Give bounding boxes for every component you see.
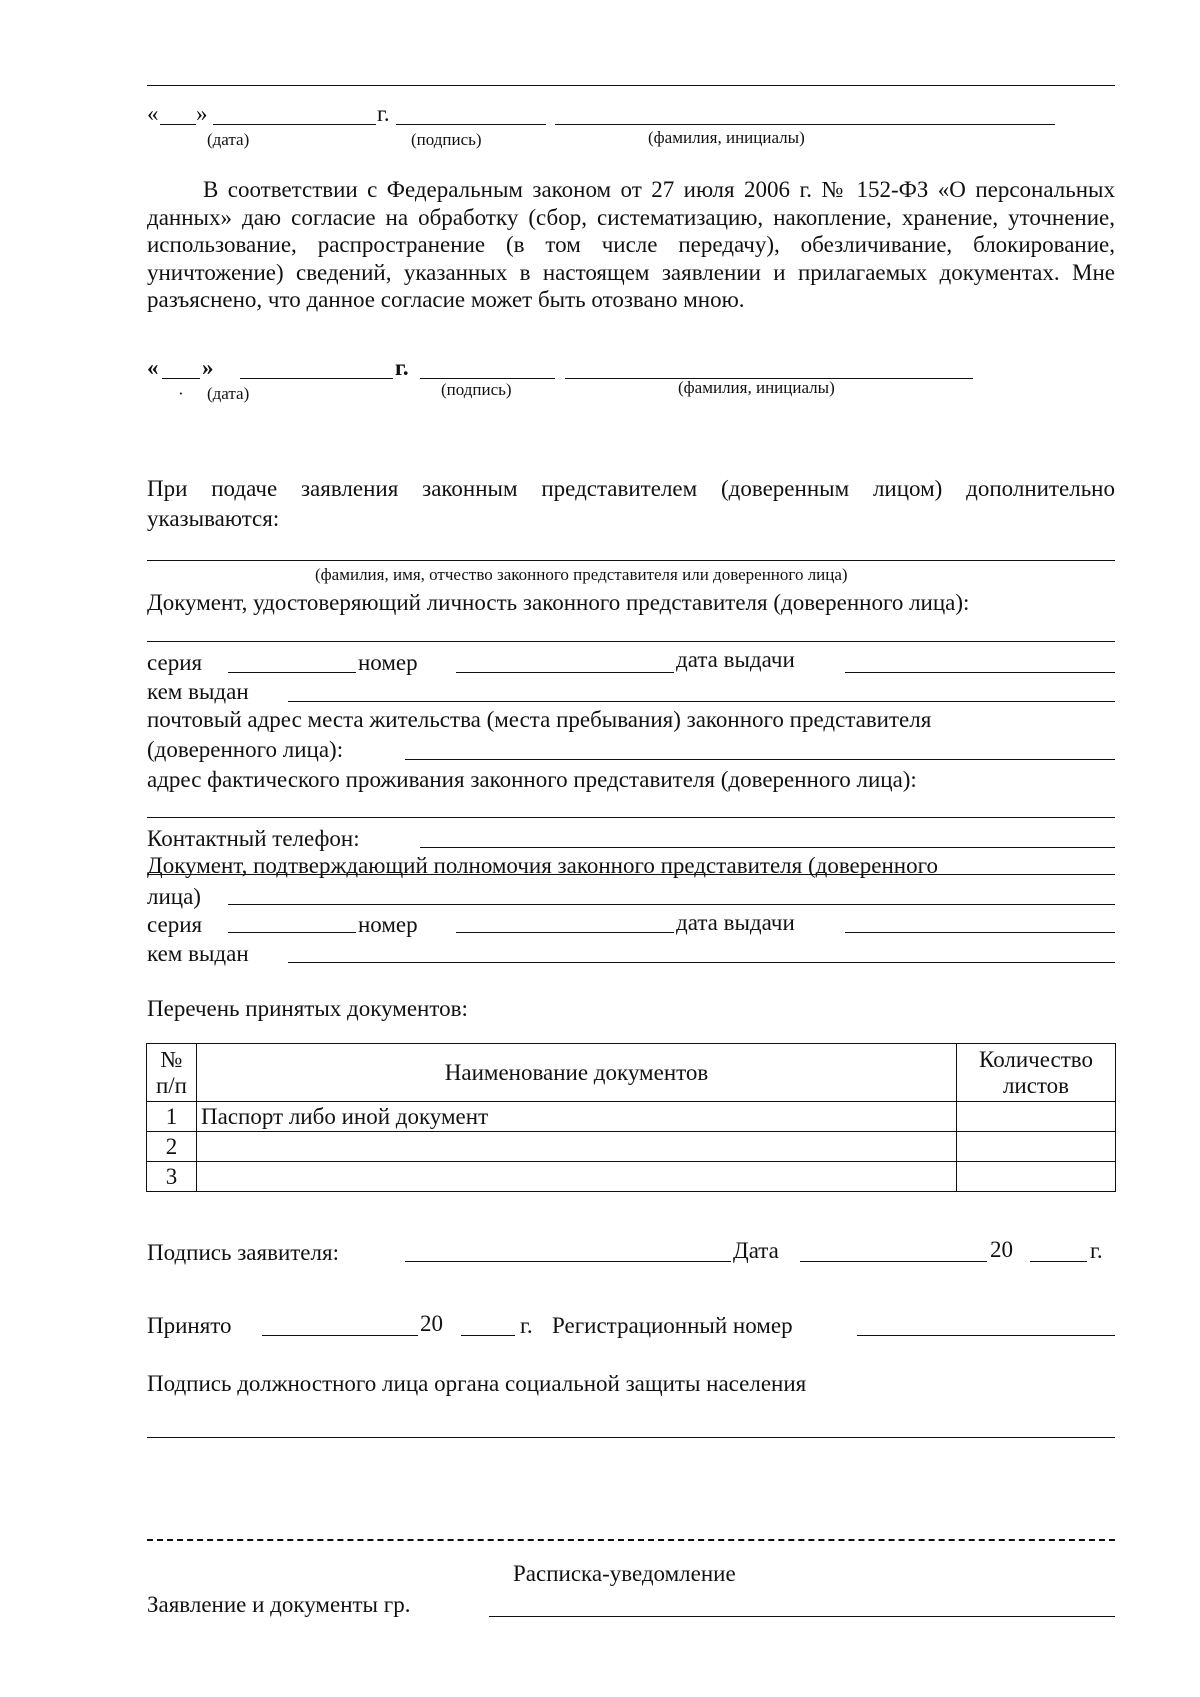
top-rule: [147, 85, 1115, 86]
issue-date-label: дата выдачи: [676, 647, 795, 672]
accepted-year-suffix: г.: [520, 1313, 533, 1338]
issue-date-field-2[interactable]: [845, 932, 1115, 933]
documents-heading: Перечень принятых документов:: [147, 996, 468, 1021]
tear-line: [147, 1539, 1115, 1541]
name-field[interactable]: [555, 124, 1055, 125]
col-count-header: [957, 1044, 1116, 1102]
phone-label: Контактный телефон:: [147, 826, 360, 851]
row-name[interactable]: [197, 1132, 957, 1162]
date-quote-open: «: [147, 101, 159, 126]
issue-date-label-2: дата выдачи: [676, 910, 795, 935]
accepted-label: Принято: [147, 1313, 232, 1338]
number-field[interactable]: [456, 672, 674, 673]
accepted-date-field[interactable]: [262, 1335, 418, 1336]
applicant-year-suffix: г.: [1090, 1238, 1103, 1263]
consent-paragraph: В соответствии с Федеральным законом от 27 июля 2006 г. № 152-ФЗ «О персональных данных» даю согласие на обработку (сбор, систематизацию, накопление, хранение, уточнение, использование, распространение (в том числе передачу), обезличивание, блокирование, уничтожение) сведений, указанных в настоящем заявлении и прилагаемых документах. Мне разъяснено, что данное согласие может быть отозвано мною.: [147, 177, 1115, 312]
col-count-line1: Количество: [979, 1046, 1093, 1072]
phone-field[interactable]: [420, 847, 1115, 848]
signature-caption: (подпись): [411, 130, 482, 149]
representative-intro: [147, 474, 1115, 534]
year-suffix-2: г.: [395, 355, 409, 380]
col-num-line1: №: [160, 1046, 183, 1072]
representative-intro-line1: При подаче заявления законным представителем (доверенным лицом) дополнительно: [147, 476, 1115, 501]
year-suffix: г.: [377, 101, 390, 126]
signature-field[interactable]: [396, 124, 546, 125]
postal-address-line2: (доверенного лица):: [147, 737, 344, 762]
table-row: [147, 1162, 1116, 1192]
number-label: номер: [358, 650, 418, 675]
official-signature-label: Подпись должностного лица органа социальной защиты населения: [147, 1371, 807, 1396]
issued-by-field-2[interactable]: [288, 962, 1115, 963]
row-num: 2: [147, 1132, 197, 1162]
actual-address-field[interactable]: [147, 817, 1115, 818]
col-num-line2: п/п: [155, 1072, 187, 1098]
reg-number-field[interactable]: [857, 1335, 1115, 1336]
issue-date-field[interactable]: [845, 672, 1115, 673]
date-caption-2: (дата): [207, 384, 250, 403]
representative-name-caption: (фамилия, имя, отчество законного представителя или доверенного лица): [315, 565, 848, 584]
receipt-statement-label: Заявление и документы гр.: [147, 1592, 411, 1617]
table-row: [147, 1132, 1116, 1162]
official-signature-field[interactable]: [147, 1437, 1115, 1438]
representative-intro-line2: указываются:: [147, 506, 280, 531]
row-count[interactable]: [957, 1132, 1116, 1162]
documents-table: [146, 1043, 1116, 1192]
signature-field-2[interactable]: [420, 378, 555, 379]
date-month-field[interactable]: [213, 124, 376, 125]
applicant-signature-label: Подпись заявителя:: [147, 1240, 339, 1265]
name-caption: (фамилия, инициалы): [648, 128, 805, 147]
series-field-2[interactable]: [228, 932, 356, 933]
applicant-date-label: Дата: [733, 1238, 779, 1263]
date-caption: (дата): [207, 130, 250, 149]
authority-doc-line1: Документ, подтверждающий полномочия законного представителя (доверенного: [147, 853, 938, 878]
receipt-name-field[interactable]: [489, 1616, 1115, 1617]
row-count[interactable]: [957, 1102, 1116, 1132]
date-quote-close: »: [196, 101, 208, 126]
series-label: серия: [147, 650, 203, 675]
applicant-century: 20: [990, 1237, 1013, 1262]
id-document-label: Документ, удостоверяющий личность законного представителя (доверенного лица):: [147, 590, 970, 615]
name-caption-2: (фамилия, инициалы): [678, 378, 835, 397]
stray-dot: ·: [178, 384, 184, 403]
table-row: [147, 1102, 1116, 1132]
id-document-field[interactable]: [147, 641, 1115, 642]
representative-name-field[interactable]: [147, 560, 1115, 561]
date-quote-open-2: «: [147, 355, 159, 380]
table-header-row: [147, 1044, 1116, 1102]
reg-number-label: Регистрационный номер: [552, 1313, 793, 1338]
col-name-header: Наименование документов: [197, 1044, 957, 1102]
row-name[interactable]: Паспорт либо иной документ: [197, 1102, 957, 1132]
row-num: 1: [147, 1102, 197, 1132]
col-count-line2: листов: [1002, 1072, 1070, 1098]
actual-address-label: адрес фактического проживания законного представителя (доверенного лица):: [147, 767, 917, 792]
row-name[interactable]: [197, 1162, 957, 1192]
applicant-date-field[interactable]: [800, 1261, 987, 1262]
issued-by-label: кем выдан: [147, 679, 249, 704]
signature-caption-2: (подпись): [441, 380, 512, 399]
date-month-field-2[interactable]: [240, 378, 393, 379]
applicant-signature-field[interactable]: [405, 1261, 731, 1262]
authority-doc-line2: лица): [147, 884, 201, 909]
accepted-year-field[interactable]: [461, 1335, 515, 1336]
number-field-2[interactable]: [456, 932, 674, 933]
accepted-century: 20: [420, 1311, 443, 1336]
applicant-year-field[interactable]: [1030, 1261, 1087, 1262]
authority-doc-field[interactable]: [228, 904, 1115, 905]
authority-doc-underline: [147, 874, 1115, 875]
number-label-2: номер: [358, 912, 418, 937]
row-num: 3: [147, 1162, 197, 1192]
series-field[interactable]: [228, 672, 356, 673]
issued-by-field[interactable]: [288, 701, 1115, 702]
date-day-field[interactable]: [160, 124, 196, 125]
row-count[interactable]: [957, 1162, 1116, 1192]
postal-address-line1: почтовый адрес места жительства (места пребывания) законного представителя: [147, 707, 932, 732]
postal-address-field[interactable]: [405, 759, 1115, 760]
series-label-2: серия: [147, 912, 203, 937]
col-num-header: [147, 1044, 197, 1102]
receipt-title: Расписка-уведомление: [513, 1561, 736, 1586]
date-quote-close-2: »: [202, 355, 214, 380]
issued-by-label-2: кем выдан: [147, 941, 249, 966]
date-day-field-2[interactable]: [162, 378, 200, 379]
